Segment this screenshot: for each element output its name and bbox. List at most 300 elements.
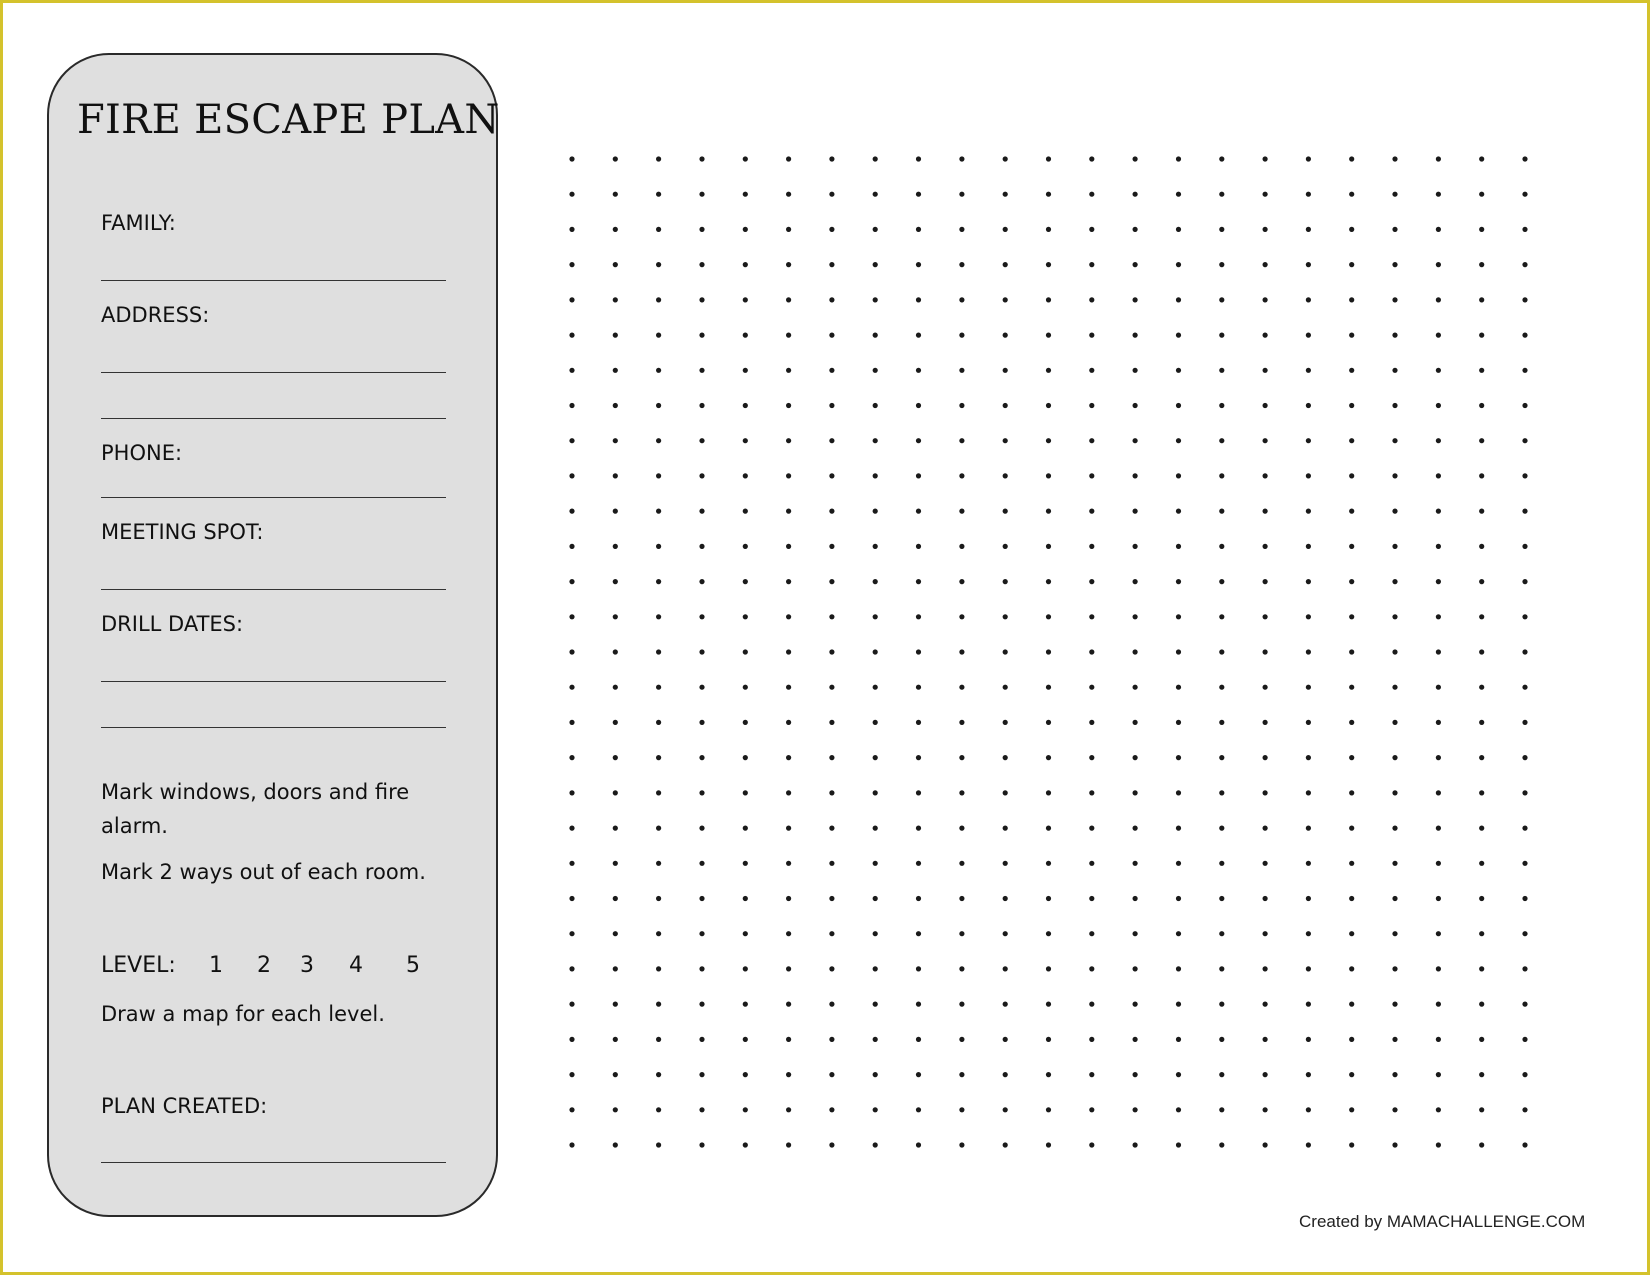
grid-dot [1479, 544, 1484, 549]
grid-dot [1003, 262, 1008, 267]
grid-dot [1306, 579, 1311, 584]
grid-dot [1522, 1072, 1527, 1077]
grid-dot [959, 1142, 964, 1147]
grid-dot [1003, 192, 1008, 197]
grid-dot [1522, 227, 1527, 232]
grid-dot [656, 896, 661, 901]
grid-dot [613, 403, 618, 408]
grid-dot [873, 790, 878, 795]
grid-dot [1133, 438, 1138, 443]
grid-dot [873, 438, 878, 443]
grid-dot [916, 931, 921, 936]
grid-dot [1003, 649, 1008, 654]
grid-dot [1306, 333, 1311, 338]
grid-dot [873, 297, 878, 302]
grid-dot [1263, 966, 1268, 971]
grid-dot [1089, 614, 1094, 619]
grid-dot [613, 473, 618, 478]
grid-dot [1263, 579, 1268, 584]
grid-dot [916, 368, 921, 373]
grid-dot [569, 368, 574, 373]
grid-dot [1436, 614, 1441, 619]
level-option-5[interactable]: 5 [406, 953, 420, 978]
grid-dot [1392, 685, 1397, 690]
grid-dot [1176, 438, 1181, 443]
grid-dot [873, 368, 878, 373]
grid-dot [1392, 156, 1397, 161]
grid-dot [1176, 509, 1181, 514]
grid-dot [829, 333, 834, 338]
grid-dot [873, 931, 878, 936]
grid-dot [1522, 755, 1527, 760]
grid-dot [1436, 192, 1441, 197]
grid-dot [1089, 1107, 1094, 1112]
grid-dot [1176, 1142, 1181, 1147]
grid-dot [1133, 579, 1138, 584]
grid-dot [829, 1037, 834, 1042]
grid-dot [959, 509, 964, 514]
grid-dot [1349, 1002, 1354, 1007]
grid-dot [829, 826, 834, 831]
grid-dot [786, 509, 791, 514]
grid-dot [1479, 1002, 1484, 1007]
grid-dot [1263, 509, 1268, 514]
grid-dot [699, 896, 704, 901]
grid-dot [1089, 227, 1094, 232]
grid-dot [916, 1037, 921, 1042]
grid-dot [1133, 333, 1138, 338]
grid-dot [1263, 192, 1268, 197]
grid-dot [1263, 403, 1268, 408]
grid-dot [829, 896, 834, 901]
grid-dot [699, 333, 704, 338]
grid-dot [569, 403, 574, 408]
grid-dot [1176, 403, 1181, 408]
grid-dot [1479, 368, 1484, 373]
grid-dot [1349, 1107, 1354, 1112]
grid-dot [1219, 1107, 1224, 1112]
grid-dot [1522, 931, 1527, 936]
grid-dot [873, 966, 878, 971]
grid-dot [873, 579, 878, 584]
grid-dot [829, 1142, 834, 1147]
grid-dot [1436, 509, 1441, 514]
grid-dot [959, 262, 964, 267]
grid-dot [916, 614, 921, 619]
grid-dot [959, 826, 964, 831]
grid-dot [1003, 685, 1008, 690]
grid-dot [916, 262, 921, 267]
grid-dot [1046, 720, 1051, 725]
grid-dot [1306, 403, 1311, 408]
grid-dot [656, 1072, 661, 1077]
level-option-4[interactable]: 4 [349, 953, 363, 978]
grid-dot [1306, 1002, 1311, 1007]
grid-dot [1219, 1142, 1224, 1147]
grid-dot [613, 1037, 618, 1042]
grid-dot [829, 755, 834, 760]
grid-dot [873, 227, 878, 232]
grid-dot [1176, 227, 1181, 232]
grid-dot [1349, 192, 1354, 197]
grid-dot [1089, 649, 1094, 654]
grid-dot [1219, 861, 1224, 866]
grid-dot [1046, 755, 1051, 760]
grid-dot [1263, 297, 1268, 302]
grid-dot [699, 1037, 704, 1042]
grid-dot [743, 192, 748, 197]
level-option-2[interactable]: 2 [257, 953, 271, 978]
grid-dot [959, 720, 964, 725]
grid-dot [656, 192, 661, 197]
grid-dot [1133, 368, 1138, 373]
grid-dot [873, 544, 878, 549]
grid-dot [1003, 861, 1008, 866]
grid-dot [699, 156, 704, 161]
mark-ways-out-instruction: Mark 2 ways out of each room. [101, 860, 426, 884]
grid-dot [1219, 368, 1224, 373]
grid-dot [1392, 755, 1397, 760]
grid-dot [1392, 790, 1397, 795]
grid-dot [786, 790, 791, 795]
grid-dot [916, 156, 921, 161]
grid-dot [873, 614, 878, 619]
grid-dot [699, 262, 704, 267]
grid-dot [1306, 931, 1311, 936]
grid-dot [1436, 1037, 1441, 1042]
grid-dot [786, 931, 791, 936]
grid-dot [1306, 438, 1311, 443]
grid-dot [569, 896, 574, 901]
grid-dot [613, 931, 618, 936]
grid-dot [829, 1072, 834, 1077]
grid-dot [1046, 649, 1051, 654]
grid-dot [613, 509, 618, 514]
grid-dot [1046, 192, 1051, 197]
grid-dot [829, 861, 834, 866]
grid-dot [699, 755, 704, 760]
grid-dot [1046, 333, 1051, 338]
grid-dot [1089, 438, 1094, 443]
grid-dot [1133, 720, 1138, 725]
dot-grid[interactable] [3, 3, 1647, 1272]
grid-dot [1046, 544, 1051, 549]
grid-dot [1046, 896, 1051, 901]
grid-dot [1479, 649, 1484, 654]
grid-dot [873, 755, 878, 760]
grid-dot [1479, 403, 1484, 408]
grid-dot [1479, 720, 1484, 725]
grid-dot [829, 473, 834, 478]
grid-dot [959, 649, 964, 654]
grid-dot [1089, 966, 1094, 971]
grid-dot [916, 579, 921, 584]
grid-dot [1263, 826, 1268, 831]
grid-dot [829, 262, 834, 267]
grid-dot [1176, 720, 1181, 725]
grid-dot [1089, 403, 1094, 408]
grid-dot [1392, 579, 1397, 584]
grid-dot [1176, 614, 1181, 619]
grid-dot [829, 368, 834, 373]
grid-dot [873, 1107, 878, 1112]
grid-dot [1219, 1037, 1224, 1042]
grid-dot [569, 262, 574, 267]
grid-dot [743, 896, 748, 901]
grid-dot [1479, 1072, 1484, 1077]
grid-dot [743, 1107, 748, 1112]
grid-dot [1306, 790, 1311, 795]
grid-dot [1436, 720, 1441, 725]
grid-dot [1133, 156, 1138, 161]
grid-dot [1349, 790, 1354, 795]
grid-dot [916, 826, 921, 831]
grid-dot [1089, 368, 1094, 373]
grid-dot [1003, 579, 1008, 584]
grid-dot [743, 1142, 748, 1147]
grid-dot [829, 1107, 834, 1112]
grid-dot [1522, 262, 1527, 267]
grid-dot [1046, 227, 1051, 232]
grid-dot [1133, 966, 1138, 971]
grid-dot [1436, 755, 1441, 760]
grid-dot [1479, 861, 1484, 866]
grid-dot [786, 227, 791, 232]
grid-dot [1479, 1037, 1484, 1042]
grid-dot [1089, 262, 1094, 267]
grid-dot [743, 685, 748, 690]
grid-dot [1219, 966, 1224, 971]
grid-dot [656, 227, 661, 232]
grid-dot [1219, 403, 1224, 408]
grid-dot [569, 1002, 574, 1007]
grid-dot [1219, 262, 1224, 267]
grid-dot [916, 403, 921, 408]
grid-dot [743, 403, 748, 408]
grid-dot [1436, 931, 1441, 936]
grid-dot [1046, 826, 1051, 831]
grid-dot [1349, 227, 1354, 232]
grid-dot [1479, 509, 1484, 514]
grid-dot [743, 790, 748, 795]
grid-dot [743, 614, 748, 619]
grid-dot [873, 1072, 878, 1077]
grid-dot [786, 473, 791, 478]
grid-dot [916, 297, 921, 302]
grid-dot [1046, 1037, 1051, 1042]
grid-dot [743, 1037, 748, 1042]
grid-dot [1176, 1037, 1181, 1042]
grid-dot [1133, 473, 1138, 478]
grid-dot [1176, 473, 1181, 478]
grid-dot [1133, 1107, 1138, 1112]
grid-dot [959, 368, 964, 373]
grid-dot [1306, 1142, 1311, 1147]
grid-dot [873, 896, 878, 901]
grid-dot [569, 1107, 574, 1112]
grid-dot [916, 473, 921, 478]
grid-dot [1349, 1072, 1354, 1077]
grid-dot [1479, 755, 1484, 760]
grid-dot [613, 861, 618, 866]
grid-dot [1046, 790, 1051, 795]
grid-dot [916, 544, 921, 549]
grid-dot [1522, 544, 1527, 549]
grid-dot [1522, 685, 1527, 690]
grid-dot [656, 1142, 661, 1147]
level-option-3[interactable]: 3 [300, 953, 314, 978]
grid-dot [569, 473, 574, 478]
grid-dot [1306, 720, 1311, 725]
grid-dot [829, 544, 834, 549]
grid-dot [786, 649, 791, 654]
grid-dot [1219, 297, 1224, 302]
grid-dot [1219, 931, 1224, 936]
grid-dot [1089, 509, 1094, 514]
grid-dot [1133, 1037, 1138, 1042]
grid-dot [959, 896, 964, 901]
grid-dot [1219, 1002, 1224, 1007]
grid-dot [873, 685, 878, 690]
grid-dot [1479, 227, 1484, 232]
grid-dot [1522, 1037, 1527, 1042]
grid-dot [1003, 1072, 1008, 1077]
grid-dot [1479, 614, 1484, 619]
grid-dot [1176, 262, 1181, 267]
grid-dot [1522, 826, 1527, 831]
grid-dot [1219, 333, 1224, 338]
grid-dot [656, 438, 661, 443]
grid-dot [1522, 896, 1527, 901]
grid-dot [1089, 931, 1094, 936]
grid-dot [786, 720, 791, 725]
grid-dot [786, 1002, 791, 1007]
grid-dot [959, 156, 964, 161]
grid-dot [743, 438, 748, 443]
grid-dot [743, 1002, 748, 1007]
grid-dot [959, 1002, 964, 1007]
grid-dot [656, 403, 661, 408]
grid-dot [873, 192, 878, 197]
grid-dot [699, 1002, 704, 1007]
grid-dot [613, 896, 618, 901]
grid-dot [1436, 544, 1441, 549]
grid-dot [786, 156, 791, 161]
grid-dot [1176, 579, 1181, 584]
grid-dot [1392, 614, 1397, 619]
grid-dot [1392, 1002, 1397, 1007]
grid-dot [1263, 685, 1268, 690]
grid-dot [1089, 755, 1094, 760]
grid-dot [1176, 544, 1181, 549]
grid-dot [613, 227, 618, 232]
grid-dot [786, 755, 791, 760]
grid-dot [613, 685, 618, 690]
grid-dot [1349, 156, 1354, 161]
grid-dot [743, 755, 748, 760]
grid-dot [699, 685, 704, 690]
grid-dot [1219, 649, 1224, 654]
grid-dot [1306, 509, 1311, 514]
grid-dot [959, 473, 964, 478]
grid-dot [1133, 297, 1138, 302]
grid-dot [1003, 1107, 1008, 1112]
grid-dot [1349, 826, 1354, 831]
grid-dot [613, 156, 618, 161]
grid-dot [656, 156, 661, 161]
grid-dot [916, 896, 921, 901]
grid-dot [656, 826, 661, 831]
grid-dot [1349, 755, 1354, 760]
grid-dot [613, 297, 618, 302]
grid-dot [1219, 509, 1224, 514]
grid-dot [1306, 685, 1311, 690]
grid-dot [743, 861, 748, 866]
grid-dot [1392, 1037, 1397, 1042]
grid-dot [1219, 438, 1224, 443]
grid-dot [1003, 403, 1008, 408]
grid-dot [1306, 896, 1311, 901]
grid-dot [1436, 790, 1441, 795]
grid-dot [1522, 966, 1527, 971]
grid-dot [916, 1002, 921, 1007]
grid-dot [1522, 614, 1527, 619]
grid-dot [786, 1142, 791, 1147]
grid-dot [1003, 1142, 1008, 1147]
grid-dot [1089, 1002, 1094, 1007]
grid-dot [1133, 1002, 1138, 1007]
grid-dot [873, 649, 878, 654]
grid-dot [569, 333, 574, 338]
grid-dot [1176, 333, 1181, 338]
grid-dot [1176, 826, 1181, 831]
grid-dot [873, 1002, 878, 1007]
grid-dot [743, 368, 748, 373]
grid-dot [1349, 438, 1354, 443]
grid-dot [873, 1142, 878, 1147]
grid-dot [1306, 544, 1311, 549]
grid-dot [1306, 473, 1311, 478]
grid-dot [1003, 614, 1008, 619]
grid-dot [699, 720, 704, 725]
grid-dot [1436, 156, 1441, 161]
grid-dot [656, 1037, 661, 1042]
grid-dot [569, 1037, 574, 1042]
grid-dot [1176, 368, 1181, 373]
grid-dot [1176, 931, 1181, 936]
grid-dot [1349, 473, 1354, 478]
grid-dot [1046, 368, 1051, 373]
grid-dot [1263, 755, 1268, 760]
grid-dot [1522, 1107, 1527, 1112]
grid-dot [1046, 685, 1051, 690]
grid-dot [916, 438, 921, 443]
grid-dot [829, 1002, 834, 1007]
grid-dot [613, 790, 618, 795]
grid-dot [1046, 438, 1051, 443]
level-option-1[interactable]: 1 [209, 953, 223, 978]
grid-dot [1392, 720, 1397, 725]
grid-dot [786, 438, 791, 443]
grid-dot [569, 509, 574, 514]
grid-dot [1263, 333, 1268, 338]
grid-dot [786, 262, 791, 267]
grid-dot [1436, 1002, 1441, 1007]
grid-dot [1263, 1142, 1268, 1147]
grid-dot [959, 790, 964, 795]
meeting-spot-label: MEETING SPOT: [101, 520, 264, 544]
grid-dot [916, 509, 921, 514]
